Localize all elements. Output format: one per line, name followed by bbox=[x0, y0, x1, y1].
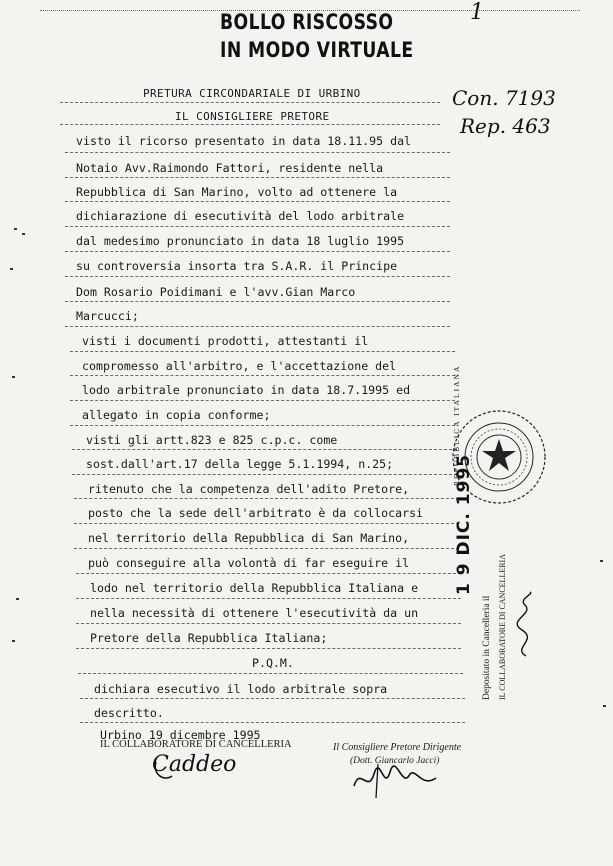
stamp-line-1: BOLLO RISCOSSO bbox=[220, 10, 394, 34]
rule bbox=[65, 326, 450, 327]
rule bbox=[76, 623, 461, 624]
deposit-line-1: Depositato in Cancelleria il bbox=[482, 595, 492, 700]
body-line: visti i documenti prodotti, attestanti il bbox=[82, 334, 369, 348]
body-line: ritenuto che la competenza dell'adito Pretore, bbox=[88, 482, 410, 496]
margin-speck bbox=[14, 228, 17, 230]
margin-speck bbox=[10, 268, 13, 270]
judge-title: Il Consigliere Pretore Dirigente bbox=[333, 742, 462, 753]
rule-heading-1 bbox=[60, 102, 440, 103]
rule bbox=[70, 351, 455, 352]
body-line: nel territorio della Repubblica di San Marino, bbox=[88, 531, 410, 545]
deposit-signature-icon bbox=[508, 590, 544, 660]
rule bbox=[80, 722, 465, 723]
seal-text: REPUBBLICA ITALIANA bbox=[452, 364, 461, 486]
rule bbox=[76, 573, 461, 574]
body-line: lodo nel territorio della Repubblica Italiana e bbox=[90, 581, 419, 595]
margin-speck bbox=[12, 376, 15, 378]
body-line: nella necessità di ottenere l'esecutività da un bbox=[90, 606, 419, 620]
body-line: dichiarazione di esecutività del lodo arbitrale bbox=[76, 209, 405, 223]
rule bbox=[65, 226, 450, 227]
rule bbox=[65, 301, 450, 302]
body-line: Notaio Avv.Raimondo Fattori, residente nella bbox=[76, 161, 384, 175]
margin-speck bbox=[603, 705, 606, 707]
rule bbox=[74, 498, 459, 499]
rule bbox=[72, 474, 457, 475]
rule bbox=[65, 276, 450, 277]
body-line: Pretore della Repubblica Italiana; bbox=[90, 631, 328, 645]
clerk-signature-icon bbox=[150, 756, 240, 786]
body-line: Dom Rosario Poidimani e l'avv.Gian Marco bbox=[76, 285, 356, 299]
margin-speck bbox=[12, 640, 15, 642]
hand-note-rep: Rep. 463 bbox=[460, 114, 551, 138]
body-line: Marcucci; bbox=[76, 309, 139, 323]
rule bbox=[72, 449, 457, 450]
body-line: posto che la sede dell'arbitrato è da collocarsi bbox=[88, 506, 424, 520]
body-line: compromesso all'arbitro, e l'accettazione del bbox=[82, 359, 397, 373]
body-line: allegato in copia conforme; bbox=[82, 408, 271, 422]
body-line: visti gli artt.823 e 825 c.p.c. come bbox=[86, 433, 338, 447]
rule bbox=[70, 425, 455, 426]
margin-speck bbox=[600, 560, 603, 562]
role-heading: IL CONSIGLIERE PRETORE bbox=[175, 110, 330, 123]
body-line: può conseguire alla volontà di far eseguire il bbox=[88, 556, 410, 570]
judge-name: (Dott. Giancarlo Jacci) bbox=[350, 756, 440, 766]
place-date: Urbino 19 dicembre 1995 bbox=[100, 728, 261, 742]
rule bbox=[70, 375, 455, 376]
rule bbox=[65, 251, 450, 252]
rule bbox=[74, 548, 459, 549]
body-line: visto il ricorso presentato in data 18.11.95 dal bbox=[76, 134, 412, 148]
page-number: 1 bbox=[470, 0, 484, 25]
rule bbox=[80, 698, 465, 699]
rule-heading-2 bbox=[60, 124, 440, 125]
pqm-heading: P.Q.M. bbox=[252, 656, 294, 670]
body-line: Repubblica di San Marino, volto ad ottenere la bbox=[76, 185, 398, 199]
rule bbox=[65, 152, 450, 153]
court-heading: PRETURA CIRCONDARIALE DI URBINO bbox=[143, 87, 361, 100]
hand-note-cron: Con. 7193 bbox=[452, 86, 556, 110]
rule bbox=[76, 648, 461, 649]
margin-speck bbox=[22, 233, 25, 235]
rule bbox=[65, 177, 450, 178]
margin-speck bbox=[16, 598, 19, 600]
clerk-signature: Caddeo bbox=[152, 752, 237, 777]
stamp-line-2: IN MODO VIRTUALE bbox=[220, 38, 414, 62]
clerk-title: IL COLLABORATORE DI CANCELLERIA bbox=[100, 739, 292, 750]
rule bbox=[70, 400, 455, 401]
body-line: su controversia insorta tra S.A.R. il Principe bbox=[76, 259, 398, 273]
body-line: descritto. bbox=[94, 706, 164, 720]
body-line: sost.dall'art.17 della legge 5.1.1994, n.25; bbox=[86, 457, 394, 471]
deposit-line-2: IL COLLABORATORE DI CANCELLERIA bbox=[498, 554, 507, 700]
body-line: dal medesimo pronunciato in data 18 luglio 1995 bbox=[76, 234, 405, 248]
rule bbox=[74, 523, 459, 524]
rule bbox=[78, 673, 463, 674]
body-line: dichiara esecutivo il lodo arbitrale sopra bbox=[94, 682, 388, 696]
rule bbox=[76, 598, 461, 599]
body-line: lodo arbitrale pronunciato in data 18.7.1995 ed bbox=[82, 383, 411, 397]
deposit-date: 1 9 DIC. 1995 bbox=[454, 453, 474, 595]
rule bbox=[65, 201, 450, 202]
judge-signature-icon bbox=[350, 760, 440, 800]
